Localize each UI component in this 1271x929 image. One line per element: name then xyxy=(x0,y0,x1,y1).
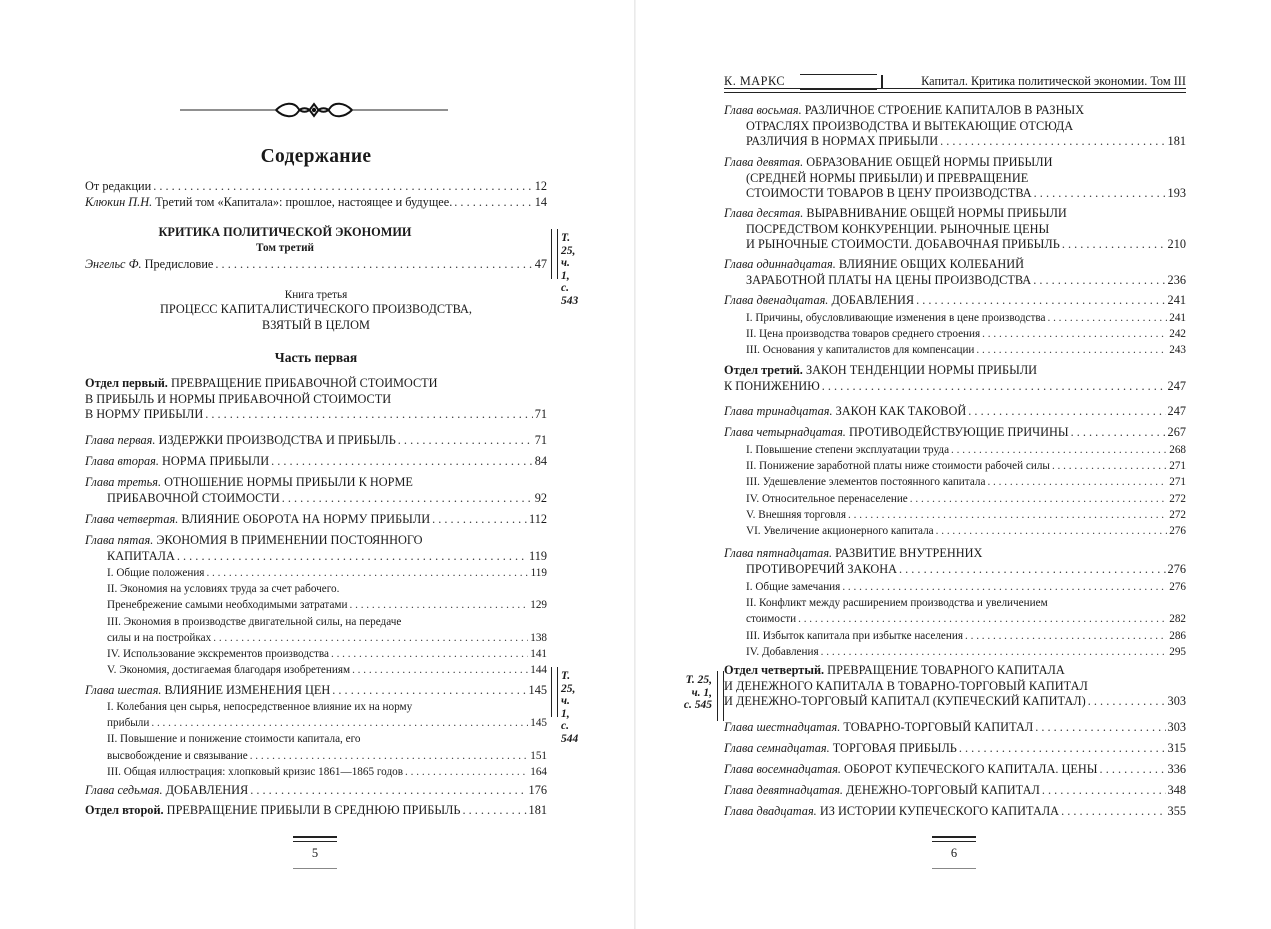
toc-subentry[interactable]: I. Причины, обусловливающие изменения в цене производства . . . 241 xyxy=(724,310,1186,326)
toc-chapter-18[interactable]: Глава восемнадцатая. ОБОРОТ КУПЕЧЕСКОГО КАПИТАЛА. ЦЕНЫ . . . 336 xyxy=(724,762,1186,778)
toc-section-3[interactable]: Отдел третий. ЗАКОН ТЕНДЕНЦИИ НОРМЫ ПРИБЫЛИ К ПОНИЖЕНИЮ . . . 247 xyxy=(724,363,1186,394)
page-number: 6 xyxy=(934,846,974,861)
folio-rule xyxy=(932,836,976,842)
toc-chapter-15[interactable]: Глава пятнадцатая. РАЗВИТИЕ ВНУТРЕННИХ ПРОТИВОРЕЧИЙ ЗАКОНА . . . 276 xyxy=(724,546,1186,577)
toc-chapter-15-subsections xyxy=(724,579,1186,660)
toc-subentry[interactable]: V. Внешняя торговля . . . 272 xyxy=(724,507,1186,523)
toc-subentry[interactable]: III. Основания у капиталистов для компенсации . . . 243 xyxy=(724,342,1186,358)
toc-chapter-19[interactable]: Глава девятнадцатая. ДЕНЕЖНО-ТОРГОВЫЙ КАПИТАЛ . . . 348 xyxy=(724,783,1186,799)
running-head-rule xyxy=(881,75,883,88)
book-label: Книга третья xyxy=(284,289,348,301)
book-title-line-1: ПРОЦЕСС КАПИТАЛИСТИЧЕСКОГО ПРОИЗВОДСТВА, xyxy=(159,302,473,316)
toc-subentry[interactable]: I. Общие положения . . . 119 xyxy=(85,565,547,581)
toc-chapter-13[interactable]: Глава тринадцатая. ЗАКОН КАК ТАКОВОЙ . . . 247 xyxy=(724,404,1186,420)
toc-subentry[interactable]: IV. Относительное перенаселение . . . 272 xyxy=(724,491,1186,507)
margin-bar xyxy=(551,667,558,717)
toc-subentry[interactable]: II. Цена производства товаров среднего строения . . . 242 xyxy=(724,326,1186,342)
toc-subentry-line: III. Экономия в производстве двигательной силы, на передаче xyxy=(107,615,402,628)
toc-subentry[interactable]: III. Общая иллюстрация: хлопковый кризис 1861—1865 годов . . . 164 xyxy=(85,764,547,780)
toc-chapter-5-subsections xyxy=(85,565,547,678)
toc-section-2[interactable]: Отдел второй. ПРЕВРАЩЕНИЕ ПРИБЫЛИ В СРЕДНЮЮ ПРИБЫЛЬ . . . 181 xyxy=(85,803,547,819)
toc-chapter-8[interactable]: Глава восьмая. РАЗЛИЧНОЕ СТРОЕНИЕ КАПИТАЛОВ В РАЗНЫХ ОТРАСЛЯХ ПРОИЗВОДСТВА И ВЫТЕКАЮЩИЕ ОТСЮДА РАЗЛИЧИЯ В НОРМАХ ПРИБЫЛИ . . . 181 xyxy=(724,103,1186,150)
folio-rule xyxy=(293,836,337,842)
folio-rule xyxy=(932,868,976,869)
running-title: Капитал. Критика политической экономии. Том III xyxy=(921,74,1186,88)
page-number: 5 xyxy=(295,846,335,861)
toc-subentry-line: II. Экономия на условиях труда за счет рабочего. xyxy=(107,583,340,596)
toc-subentry[interactable]: I. Повышение степени эксплуатации труда . . . 268 xyxy=(724,442,1186,458)
toc-chapter-2[interactable]: Глава вторая. НОРМА ПРИБЫЛИ . . . 84 xyxy=(85,454,547,470)
toc-subentry[interactable]: прибыли . . . 145 xyxy=(85,715,547,731)
margin-reference: Т. 25, ч. 1, с. 545 xyxy=(672,674,712,712)
toc-chapter-9[interactable]: Глава девятая. ОБРАЗОВАНИЕ ОБЩЕЙ НОРМЫ ПРИБЫЛИ (СРЕДНЕЙ НОРМЫ ПРИБЫЛИ) И ПРЕВРАЩЕНИЕ СТОИМОСТИ ТОВАРОВ В ЦЕНУ ПРОИЗВОДСТВА . . . 193 xyxy=(724,155,1186,202)
toc-subentry[interactable]: Пренебрежение самыми необходимыми затратами . . . 129 xyxy=(85,597,547,613)
toc-subentry[interactable]: III. Избыток капитала при избытке населения . . . 286 xyxy=(724,628,1186,644)
toc-chapter-12-subsections xyxy=(724,310,1186,359)
toc-chapter-14-subsections xyxy=(724,442,1186,539)
toc-subentry[interactable]: высвобождение и связывание . . . 151 xyxy=(85,748,547,764)
margin-reference: Т. 25, ч. 1, с. 544 xyxy=(561,670,578,745)
critique-heading: КРИТИКА ПОЛИТИЧЕСКОЙ ЭКОНОМИИ xyxy=(158,225,412,239)
toc-chapter-12[interactable]: Глава двенадцатая. ДОБАВЛЕНИЯ . . . 241 xyxy=(724,293,1186,309)
running-head-rule xyxy=(724,88,1186,93)
toc-subentry[interactable]: VI. Увеличение акционерного капитала . . . 276 xyxy=(724,523,1186,539)
toc-front-matter xyxy=(85,179,547,210)
part-title: Часть первая xyxy=(274,350,358,365)
toc-subentry[interactable]: IV. Использование экскрементов производства . . . 141 xyxy=(85,646,547,662)
toc-subentry[interactable]: стоимости . . . 282 xyxy=(724,611,1186,627)
book-title-line-2: ВЗЯТЫЙ В ЦЕЛОМ xyxy=(262,318,370,332)
toc-subentry[interactable]: III. Удешевление элементов постоянного капитала . . . 271 xyxy=(724,474,1186,490)
toc-chapter-14[interactable]: Глава четырнадцатая. ПРОТИВОДЕЙСТВУЮЩИЕ ПРИЧИНЫ . . . 267 xyxy=(724,425,1186,441)
toc-entry[interactable]: От редакции . . . 12 xyxy=(85,179,547,195)
toc-chapter-6-subsections xyxy=(85,699,547,780)
toc-entry[interactable]: Клюкин П.Н. Третий том «Капитала»: прошлое, настоящее и будущее. . . . 14 xyxy=(85,195,547,211)
toc-title: Содержание xyxy=(260,146,372,167)
ornament-divider-icon xyxy=(180,98,448,122)
toc-chapter-17[interactable]: Глава семнадцатая. ТОРГОВАЯ ПРИБЫЛЬ . . . 315 xyxy=(724,741,1186,757)
folio-rule xyxy=(293,868,337,869)
toc-subentry[interactable]: V. Экономия, достигаемая благодаря изобретениям . . . 144 xyxy=(85,662,547,678)
toc-chapter-7[interactable]: Глава седьмая. ДОБАВЛЕНИЯ . . . 176 xyxy=(85,783,547,799)
toc-subentry-line: I. Колебания цен сырья, непосредственное влияние их на норму xyxy=(107,701,413,713)
toc-chapter-5[interactable]: Глава пятая. ЭКОНОМИЯ В ПРИМЕНЕНИИ ПОСТОЯННОГО КАПИТАЛА . . . 119 xyxy=(85,533,547,564)
toc-subentry-line: II. Конфликт между расширением производства и увеличением xyxy=(746,597,1048,610)
toc-chapter-6[interactable]: Глава шестая. ВЛИЯНИЕ ИЗМЕНЕНИЯ ЦЕН . . . 145 xyxy=(85,683,547,699)
toc-chapter-4[interactable]: Глава четвертая. ВЛИЯНИЕ ОБОРОТА НА НОРМУ ПРИБЫЛИ . . . 112 xyxy=(85,512,547,528)
margin-bar xyxy=(551,229,558,279)
margin-reference: Т. 25, ч. 1, с. 543 xyxy=(561,232,578,307)
toc-preface xyxy=(85,257,547,273)
toc-subentry[interactable]: силы и на постройках . . . 138 xyxy=(85,630,547,646)
toc-chapter-20[interactable]: Глава двадцатая. ИЗ ИСТОРИИ КУПЕЧЕСКОГО КАПИТАЛА . . . 355 xyxy=(724,804,1186,820)
toc-section-4[interactable]: Отдел четвертый. ПРЕВРАЩЕНИЕ ТОВАРНОГО КАПИТАЛА И ДЕНЕЖНОГО КАПИТАЛА В ТОВАРНО-ТОРГОВЫЙ КАПИТАЛ И ДЕНЕЖНО-ТОРГОВЫЙ КАПИТАЛ (КУПЕЧЕСКИЙ КАПИТАЛ) . . . 303 xyxy=(724,663,1186,710)
toc-subentry[interactable]: II. Понижение заработной платы ниже стоимости рабочей силы . . . 271 xyxy=(724,458,1186,474)
running-author: К. МАРКС xyxy=(724,74,786,88)
margin-bar xyxy=(717,671,724,721)
toc-chapter-3[interactable]: Глава третья. ОТНОШЕНИЕ НОРМЫ ПРИБЫЛИ К НОРМЕ ПРИБАВОЧНОЙ СТОИМОСТИ . . . 92 xyxy=(85,475,547,506)
toc-section-1[interactable]: Отдел первый. ПРЕВРАЩЕНИЕ ПРИБАВОЧНОЙ СТОИМОСТИ В ПРИБЫЛЬ И НОРМЫ ПРИБАВОЧНОЙ СТОИМОСТИ В НОРМУ ПРИБЫЛИ . . . 71 xyxy=(85,376,547,423)
toc-chapter-11[interactable]: Глава одиннадцатая. ВЛИЯНИЕ ОБЩИХ КОЛЕБАНИЙ ЗАРАБОТНОЙ ПЛАТЫ НА ЦЕНЫ ПРОИЗВОДСТВА . . . 236 xyxy=(724,257,1186,288)
left-page xyxy=(85,0,579,929)
toc-subentry[interactable]: IV. Добавления . . . 295 xyxy=(724,644,1186,660)
toc-subentry[interactable]: I. Общие замечания . . . 276 xyxy=(724,579,1186,595)
toc-chapter-10[interactable]: Глава десятая. ВЫРАВНИВАНИЕ ОБЩЕЙ НОРМЫ ПРИБЫЛИ ПОСРЕДСТВОМ КОНКУРЕНЦИИ. РЫНОЧНЫЕ ЦЕНЫ И РЫНОЧНЫЕ СТОИМОСТИ. ДОБАВОЧНАЯ ПРИБЫЛЬ . . . 210 xyxy=(724,206,1186,253)
right-page xyxy=(683,0,1186,929)
toc-chapter-16[interactable]: Глава шестнадцатая. ТОВАРНО-ТОРГОВЫЙ КАПИТАЛ . . . 303 xyxy=(724,720,1186,736)
toc-chapter-1[interactable]: Глава первая. ИЗДЕРЖКИ ПРОИЗВОДСТВА И ПРИБЫЛЬ . . . 71 xyxy=(85,433,547,449)
gutter-shadow xyxy=(634,0,636,929)
toc-subentry-line: II. Повышение и понижение стоимости капитала, его xyxy=(107,733,361,746)
toc-entry[interactable]: Энгельс Ф. Предисловие . . . 47 xyxy=(85,257,547,273)
volume-heading: Том третий xyxy=(256,242,314,254)
